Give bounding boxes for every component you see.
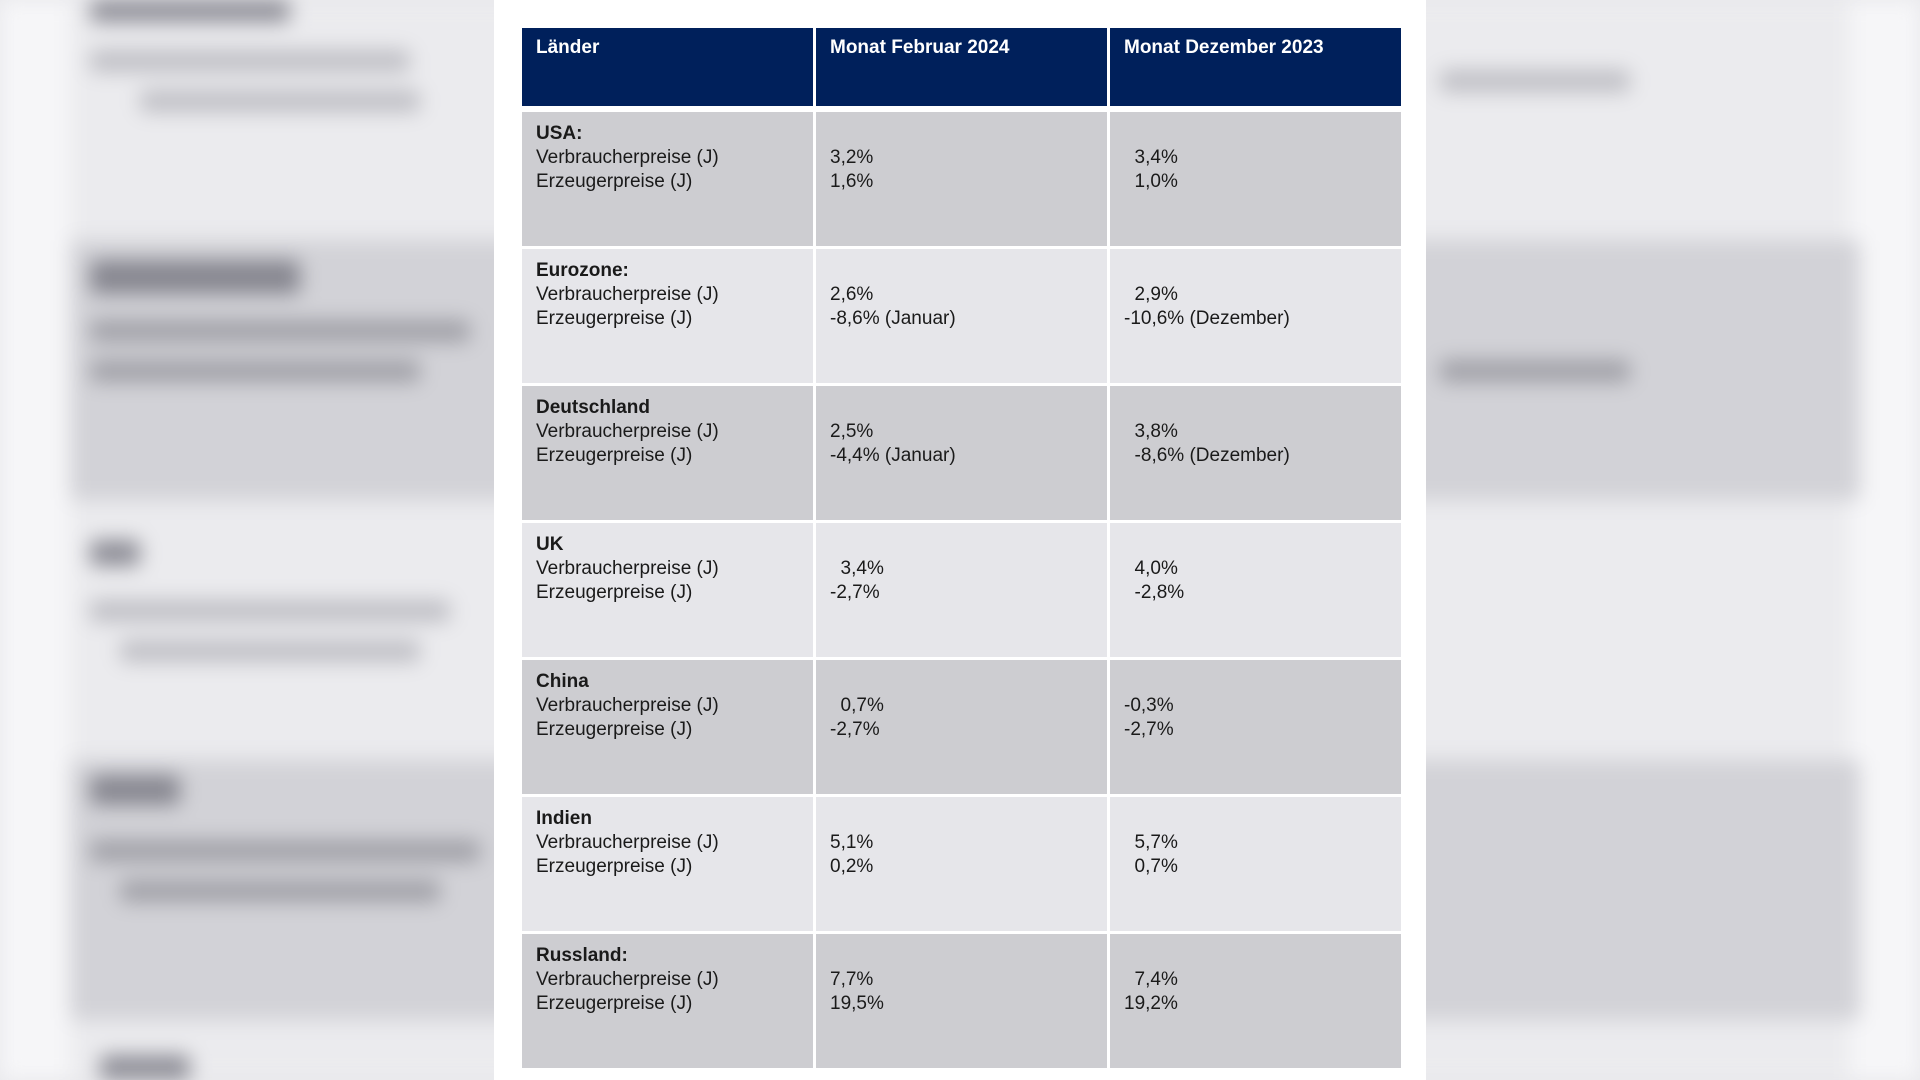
cell-spacer [830,259,1093,283]
inflation-table [519,25,1404,1071]
value-line: -2,7% [830,582,880,603]
value-line: 7,4% [1124,969,1178,990]
indicator-label: Erzeugerpreise (J) [536,582,693,603]
value-line: 1,0% [1124,171,1178,192]
value-line: 4,0% [1124,558,1178,579]
cell-spacer [1124,396,1387,420]
country-name: China [536,671,589,692]
country-cell [521,796,815,933]
value-line: 0,2% [830,856,874,877]
value-line: 7,7% [830,969,874,990]
cell-spacer [1124,533,1387,557]
value-line: 5,1% [830,832,874,853]
value-line: 5,7% [1124,832,1178,853]
indicator-label: Verbraucherpreise (J) [536,969,719,990]
country-name: Indien [536,808,592,829]
value-line: 19,5% [830,993,884,1014]
value-cell-feb-2024 [815,248,1109,385]
country-cell [521,385,815,522]
cell-spacer [1124,807,1387,831]
header-feb-2024: Monat Februar 2024 [815,27,1109,110]
value-line: -4,4% (Januar) [830,445,956,466]
cell-spacer [830,396,1093,420]
country-name: Russland: [536,945,628,966]
cell-spacer [830,670,1093,694]
indicator-label: Verbraucherpreise (J) [536,832,719,853]
table-row [521,659,1403,796]
country-cell [521,659,815,796]
value-cell-feb-2024 [815,933,1109,1070]
indicator-label: Verbraucherpreise (J) [536,558,719,579]
value-cell-dec-2023 [1109,933,1403,1070]
value-cell-dec-2023 [1109,385,1403,522]
value-line: 2,6% [830,284,874,305]
country-name: USA: [536,123,583,144]
indicator-label: Erzeugerpreise (J) [536,856,693,877]
value-cell-dec-2023 [1109,659,1403,796]
value-line: 1,6% [830,171,874,192]
country-cell [521,522,815,659]
country-name: Eurozone: [536,260,629,281]
cell-spacer [830,944,1093,968]
cell-spacer [1124,259,1387,283]
indicator-label: Verbraucherpreise (J) [536,421,719,442]
indicator-label: Verbraucherpreise (J) [536,147,719,168]
value-line: 2,5% [830,421,874,442]
table-row [521,109,1403,248]
table-row [521,248,1403,385]
country-cell [521,248,815,385]
cell-spacer [830,122,1093,146]
value-cell-feb-2024 [815,109,1109,248]
value-cell-dec-2023 [1109,796,1403,933]
country-name: Deutschland [536,397,651,418]
value-line: 0,7% [830,695,884,716]
value-line: -8,6% (Januar) [830,308,956,329]
value-line: 19,2% [1124,993,1178,1014]
value-cell-feb-2024 [815,796,1109,933]
country-cell [521,109,815,248]
table-header-row [521,27,1403,110]
value-line: 3,2% [830,147,874,168]
value-cell-dec-2023 [1109,522,1403,659]
table-row [521,796,1403,933]
indicator-label: Erzeugerpreise (J) [536,993,693,1014]
indicator-label: Erzeugerpreise (J) [536,445,693,466]
document-page [494,0,1426,1080]
value-line: 3,4% [1124,147,1178,168]
value-line: -8,6% (Dezember) [1124,445,1290,466]
cell-spacer [1124,122,1387,146]
value-cell-dec-2023 [1109,109,1403,248]
value-line: 2,9% [1124,284,1178,305]
value-line: -2,7% [1124,719,1174,740]
value-line: 3,4% [830,558,884,579]
value-cell-feb-2024 [815,385,1109,522]
value-line: -0,3% [1124,695,1174,716]
country-cell [521,933,815,1070]
cell-spacer [830,533,1093,557]
table-row [521,933,1403,1070]
value-line: -2,8% [1124,582,1185,603]
indicator-label: Verbraucherpreise (J) [536,695,719,716]
value-cell-dec-2023 [1109,248,1403,385]
header-dec-2023: Monat Dezember 2023 [1109,27,1403,110]
indicator-label: Erzeugerpreise (J) [536,719,693,740]
value-line: 3,8% [1124,421,1178,442]
country-name: UK [536,534,564,555]
value-line: 0,7% [1124,856,1178,877]
table-row [521,385,1403,522]
value-cell-feb-2024 [815,659,1109,796]
table-row [521,522,1403,659]
indicator-label: Erzeugerpreise (J) [536,308,693,329]
value-cell-feb-2024 [815,522,1109,659]
indicator-label: Verbraucherpreise (J) [536,284,719,305]
header-laender: Länder [521,27,815,110]
indicator-label: Erzeugerpreise (J) [536,171,693,192]
cell-spacer [1124,670,1387,694]
cell-spacer [830,807,1093,831]
value-line: -10,6% (Dezember) [1124,308,1290,329]
value-line: -2,7% [830,719,880,740]
cell-spacer [1124,944,1387,968]
